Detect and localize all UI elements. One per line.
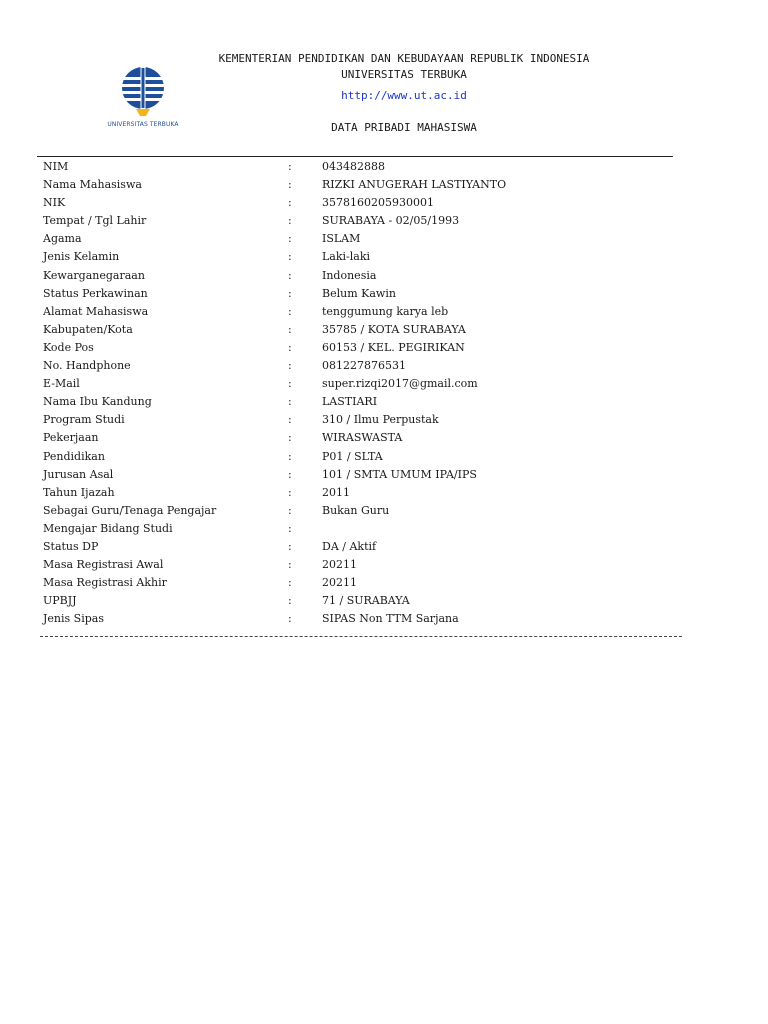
field-label: Nama Mahasiswa <box>43 178 142 192</box>
table-row <box>43 285 683 303</box>
table-row <box>43 267 683 285</box>
field-label: Sebagai Guru/Tenaga Pengajar <box>43 503 217 517</box>
field-label: Status DP <box>43 539 99 553</box>
field-separator: : <box>288 250 292 264</box>
field-separator: : <box>288 214 292 228</box>
university-heading: UNIVERSITAS TERBUKA <box>341 68 467 81</box>
field-value: 3578160205930001 <box>322 196 434 210</box>
field-value: 081227876531 <box>322 359 406 373</box>
field-label: No. Handphone <box>43 359 131 373</box>
field-label: Status Perkawinan <box>43 286 148 300</box>
table-row <box>43 592 683 610</box>
field-value: 60153 / KEL. PEGIRIKAN <box>322 340 465 354</box>
table-row <box>43 556 683 574</box>
field-label: Kode Pos <box>43 340 94 354</box>
table-row <box>43 212 683 230</box>
field-value: P01 / SLTA <box>322 449 383 463</box>
table-row <box>43 429 683 447</box>
field-label: Kewarganegaraan <box>43 268 145 282</box>
logo-text: UNIVERSITAS TERBUKA <box>107 121 179 128</box>
field-label: Pekerjaan <box>43 431 99 445</box>
field-value: RIZKI ANUGERAH LASTIYANTO <box>322 178 507 192</box>
table-row <box>43 411 683 429</box>
field-separator: : <box>288 521 292 535</box>
field-label: Masa Registrasi Akhir <box>43 576 167 590</box>
table-row <box>43 466 683 484</box>
field-separator: : <box>288 178 292 192</box>
field-label: Tempat / Tgl Lahir <box>43 214 147 228</box>
field-separator: : <box>288 160 292 173</box>
field-separator: : <box>288 576 292 590</box>
table-row <box>43 303 683 321</box>
field-value: 310 / Ilmu Perpustak <box>322 413 439 427</box>
field-value: 20211 <box>322 558 357 572</box>
field-value: WIRASWASTA <box>322 431 403 445</box>
field-label: Program Studi <box>43 413 125 427</box>
field-label: Kabupaten/Kota <box>43 322 133 336</box>
student-data-table <box>43 158 683 628</box>
field-separator: : <box>288 322 292 336</box>
website-link[interactable]: http://www.ut.ac.id <box>341 89 467 102</box>
ministry-heading: KEMENTERIAN PENDIDIKAN DAN KEBUDAYAAN REPUBLIK INDONESIA <box>218 52 590 65</box>
field-separator: : <box>288 359 292 373</box>
field-separator: : <box>288 558 292 572</box>
document-title: DATA PRIBADI MAHASISWA <box>331 121 477 134</box>
field-value: 043482888 <box>322 160 385 173</box>
field-label: Jenis Kelamin <box>43 250 120 264</box>
table-row <box>43 194 683 212</box>
field-label: NIK <box>43 196 66 210</box>
table-row <box>43 520 683 538</box>
table-row <box>43 248 683 266</box>
field-label: Pendidikan <box>43 449 105 463</box>
field-separator: : <box>288 539 292 553</box>
field-separator: : <box>288 449 292 463</box>
field-value: 35785 / KOTA SURABAYA <box>322 322 466 336</box>
field-label: UPBJJ <box>43 594 77 608</box>
field-separator: : <box>288 395 292 409</box>
field-label: Nama Ibu Kandung <box>43 395 152 409</box>
field-separator: : <box>288 431 292 445</box>
field-separator: : <box>288 268 292 282</box>
field-label: Jenis Sipas <box>43 612 104 626</box>
field-value: super.rizqi2017@gmail.com <box>322 377 478 391</box>
field-value: 101 / SMTA UMUM IPA/IPS <box>322 467 477 481</box>
field-value: Laki-laki <box>322 250 371 264</box>
field-label: Masa Registrasi Awal <box>43 558 164 572</box>
table-row <box>43 321 683 339</box>
table-row <box>43 158 683 176</box>
table-row <box>43 339 683 357</box>
field-separator: : <box>288 286 292 300</box>
field-separator: : <box>288 467 292 481</box>
field-value: 20211 <box>322 576 357 590</box>
top-divider <box>37 156 673 157</box>
table-row <box>43 448 683 466</box>
field-value: ISLAM <box>322 232 361 246</box>
field-label: Tahun Ijazah <box>43 485 115 499</box>
field-separator: : <box>288 413 292 427</box>
field-separator: : <box>288 594 292 608</box>
field-separator: : <box>288 485 292 499</box>
field-separator: : <box>288 196 292 210</box>
table-row <box>43 357 683 375</box>
table-row <box>43 538 683 556</box>
field-value: 71 / SURABAYA <box>322 594 410 608</box>
field-value: tenggumung karya leb <box>322 304 449 318</box>
field-separator: : <box>288 340 292 354</box>
field-separator: : <box>288 377 292 391</box>
table-row <box>43 574 683 592</box>
field-value: SIPAS Non TTM Sarjana <box>322 612 459 626</box>
field-value: LASTIARI <box>322 395 378 409</box>
table-row <box>43 610 683 628</box>
table-row <box>43 375 683 393</box>
field-label: E-Mail <box>43 377 80 391</box>
field-separator: : <box>288 304 292 318</box>
field-label: NIM <box>43 160 69 173</box>
field-label: Jurusan Asal <box>43 467 114 481</box>
field-separator: : <box>288 232 292 246</box>
field-value: Bukan Guru <box>322 503 390 517</box>
table-row <box>43 230 683 248</box>
field-label: Agama <box>43 232 82 246</box>
table-row <box>43 393 683 411</box>
field-value: DA / Aktif <box>322 539 377 553</box>
field-label: Alamat Mahasiswa <box>43 304 149 318</box>
table-row <box>43 176 683 194</box>
field-value: Belum Kawin <box>322 286 396 300</box>
field-value: 2011 <box>322 485 350 499</box>
bottom-dashed-divider <box>40 636 682 637</box>
field-separator: : <box>288 503 292 517</box>
field-value: SURABAYA - 02/05/1993 <box>322 214 460 228</box>
field-label: Mengajar Bidang Studi <box>43 521 173 535</box>
table-row <box>43 484 683 502</box>
field-separator: : <box>288 612 292 626</box>
table-row <box>43 502 683 520</box>
field-value: Indonesia <box>322 268 377 282</box>
